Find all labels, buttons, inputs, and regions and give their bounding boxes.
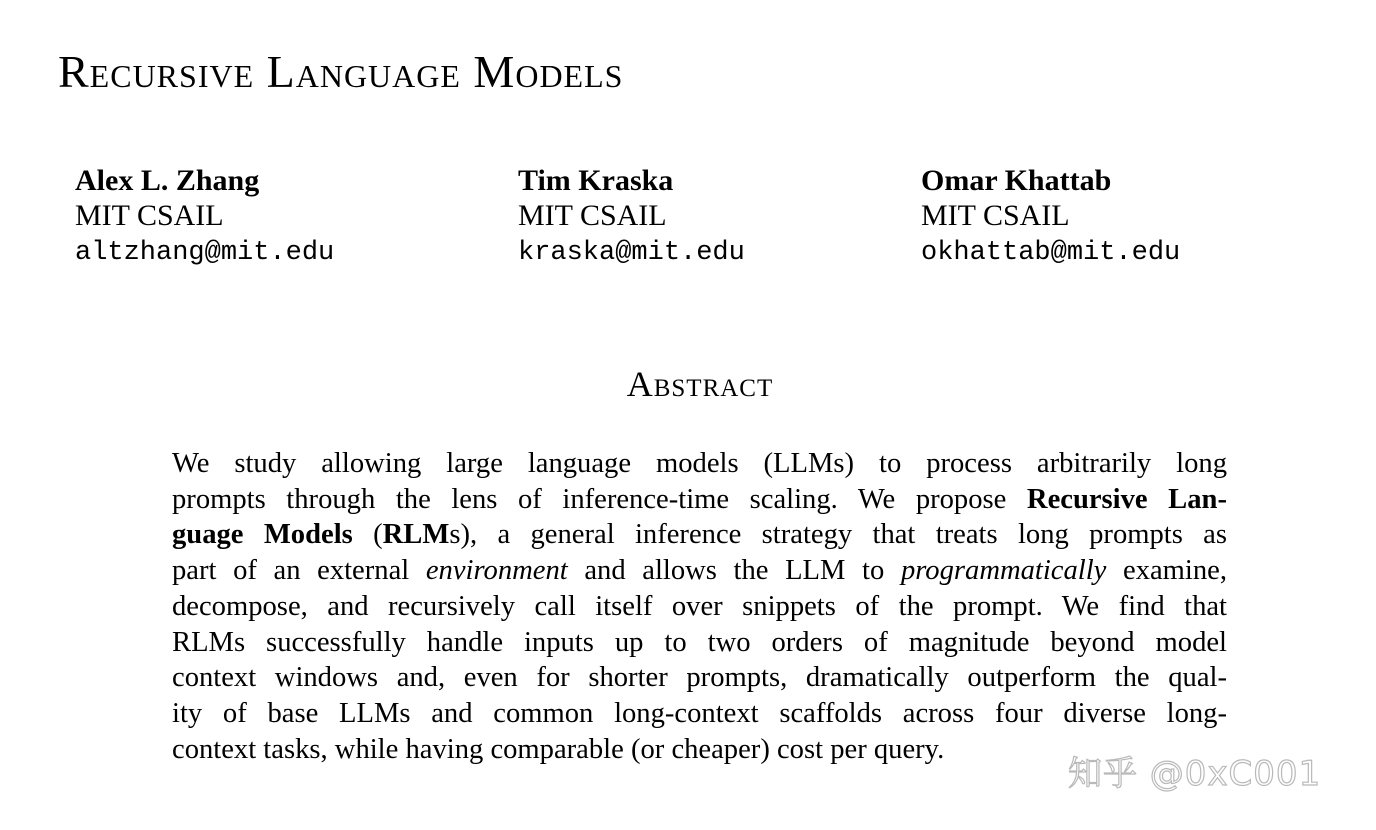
abstract-body [172,446,1227,767]
abstract-bold-term: Recursive Lan- [1026,483,1227,515]
author-block [921,164,1180,272]
author-affiliation: MIT CSAIL [518,199,667,232]
paper-title: Recursive Language Models [58,46,624,97]
abstract-line: context tasks, while having comparable (or cheaper) cost per query. [172,733,945,765]
abstract-text: part of an external [172,555,426,587]
abstract-line: RLMs successfully handle inputs up to two orders of magnitude beyond model [172,626,1227,658]
author-email: kraska@mit.edu [518,238,745,268]
abstract-text: s), a general inference strategy that treats long prompts as [449,519,1228,551]
author-block [75,164,334,272]
abstract-text: ( [352,519,383,551]
abstract-text: and allows the LLM to [567,555,901,587]
abstract-line [172,553,1227,589]
author-affiliation: MIT CSAIL [75,199,224,232]
zhihu-watermark: 知乎 @0xC001 [1068,754,1322,794]
abstract-line [172,517,1227,553]
abstract-text: prompts through the lens of inference-time scaling. We propose [172,483,1027,515]
author-name: Alex L. Zhang [75,164,260,197]
author-block [518,164,745,272]
abstract-text: examine, [1106,555,1227,587]
abstract-italic-term: environment [425,555,568,587]
abstract-line: We study allowing large language models (LLMs) to process arbitrarily long [172,448,1227,479]
author-affiliation: MIT CSAIL [921,199,1070,232]
abstract-bold-term: RLM [382,519,450,551]
abstract-line [172,482,1227,518]
abstract-heading: Abstract [626,364,774,404]
abstract-line: ity of base LLMs and common long-context scaffolds across four diverse long- [172,697,1227,729]
abstract-line: decompose, and recursively call itself over snippets of the prompt. We find that [172,590,1227,622]
abstract-line: context windows and, even for shorter prompts, dramatically outperform the qual- [172,662,1227,694]
abstract-italic-term: programmatically [900,555,1107,587]
author-name: Tim Kraska [518,164,674,197]
abstract-bold-term: guage Models [172,519,353,551]
author-name: Omar Khattab [921,164,1112,197]
author-email: okhattab@mit.edu [921,238,1181,268]
author-email: altzhang@mit.edu [75,238,335,268]
